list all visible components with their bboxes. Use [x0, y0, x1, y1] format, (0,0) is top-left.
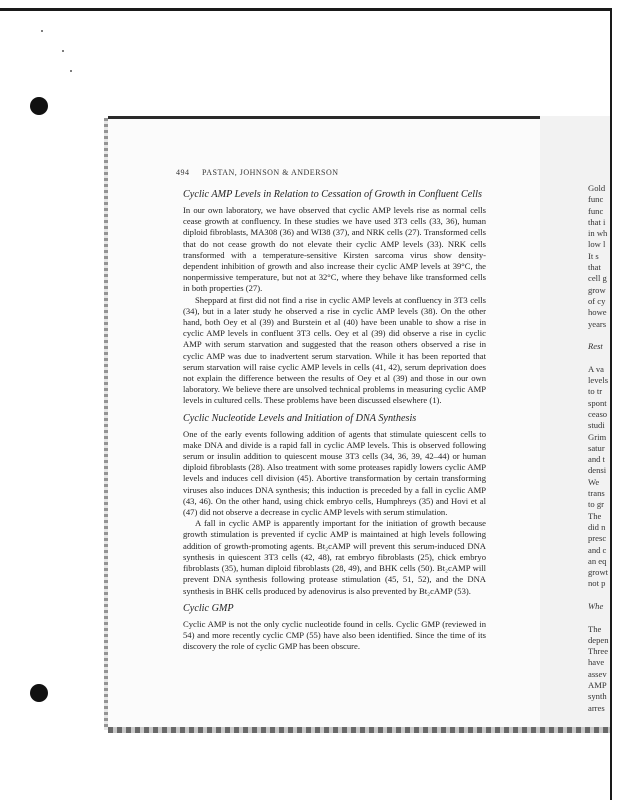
fragment-line: [588, 330, 610, 341]
fragment-line: cell g: [588, 273, 607, 284]
fragment-line: grow: [588, 284, 606, 295]
fragment-line: growt: [588, 567, 609, 578]
dust-speck: [62, 50, 64, 52]
fragment-line: A va: [588, 363, 604, 374]
fragment-line: We: [588, 476, 600, 487]
fragment-line: Gold: [588, 183, 606, 193]
fragment-line: howe: [588, 307, 607, 318]
running-header-authors: PASTAN, JOHNSON & ANDERSON: [202, 168, 339, 177]
section-heading: Cyclic AMP Levels in Relation to Cessation of Growth in Confluent Cells: [183, 189, 482, 200]
fragment-line: trans: [588, 488, 605, 499]
fragment-line: Whe: [588, 600, 604, 611]
fragment-line: assev: [588, 668, 607, 679]
fragment-line: [588, 612, 610, 623]
page-number: 494: [176, 168, 190, 177]
paragraph: One of the early events following addition of agents that stimulate quiescent cells to make DNA and divide is a rapid fall in cyclic AMP levels. This is observed following serum or insulin addition to quiescent mouse 3T3 cells (34, 36, 39, 42–44) or human diploid fibroblasts (28). Also treatment with some proteases rapidly lowers cyclic AMP levels and induces cell division (45). Abortive transformation by certain transforming viruses also induces DNA synthesis; this induction is preceded by a fall in cyclic AMP (43, 46). On the other hand, using chick embryo cells, Humphreys (35) and Hovi et al (47) did not observe a decrease in cyclic AMP levels with serum stimulation.: [183, 428, 486, 518]
dust-speck: [41, 30, 43, 32]
fragment-line: depen: [588, 634, 609, 645]
running-header: [176, 168, 339, 177]
fragment-line: Three: [588, 646, 609, 657]
fragment-line: func: [588, 205, 604, 216]
fragment-line: did n: [588, 521, 606, 532]
fragment-line: AMP: [588, 680, 607, 691]
fragment-line: and c: [588, 544, 607, 555]
page-bottom-edge: [108, 727, 610, 733]
fragment-line: have: [588, 657, 605, 668]
fragment-line: ceaso: [588, 408, 608, 419]
fragment-line: satur: [588, 442, 605, 453]
section-heading: Cyclic GMP: [183, 602, 234, 614]
fragment-line: that i: [588, 216, 606, 227]
fragment-line: Grim: [588, 431, 607, 442]
fragment-line: to gr: [588, 499, 604, 510]
fragment-line: The: [588, 510, 602, 521]
fragment-line: [588, 352, 610, 363]
fragment-line: [588, 590, 610, 601]
fragment-line: in wh: [588, 228, 608, 239]
fragment-line: years: [588, 318, 607, 329]
punch-hole: [30, 97, 48, 115]
fragment-line: not p: [588, 578, 606, 589]
fragment-line: of cy: [588, 295, 606, 306]
fragment-line: spont: [588, 397, 607, 408]
paragraph: In our own laboratory, we have observed that cyclic AMP levels rise as normal cells cease growth at confluency. In these studies we have used 3T3 cells (33, 36), human diploid fibroblasts, MA308 (36) and WI38 (37), and NRK cells (27). Transformed cells that do not cease growth do not elevate their cyclic AMP levels (33). NRK cells transformed with a temperature-sensitive Kirsten sarcoma virus show density-dependent inhibition of growth and also increase their cyclic AMP levels at 39°C, the nonpermissive temperature, but not at 32°C, where they behave like transformed cells in both properties (27).: [183, 205, 486, 294]
fragment-line: arres: [588, 702, 605, 713]
fragment-line: that: [588, 262, 601, 273]
dust-speck: [70, 70, 72, 72]
scan-frame-top: [0, 8, 612, 11]
paragraph: Cyclic AMP is not the only cyclic nucleotide found in cells. Cyclic GMP (reviewed in 54) and more recently cyclic CMP (55) have also been identified. Since the time of its discovery the role of cyclic GMP has been obscure.: [183, 618, 486, 652]
fragment-line: low l: [588, 239, 606, 250]
fragment-line: an eq: [588, 555, 607, 566]
paragraph: A fall in cyclic AMP is apparently important for the initiation of growth because growth stimulation is prevented if cyclic AMP is maintained at high levels following addition of growth-promoting agents. Bt₂cAMP will prevent this serum-induced DNA synthesis in quiescent 3T3 cells (42, 48), rat embryo fibroblasts (25), chick embryo fibroblasts (35), human diploid fibroblasts (28, 49), and BHK cells (50). Bt₂cAMP will prevent DNA synthesis following protease stimulation (45, 51, 52), and the DNA synthesis in BHK cells produced by adenovirus is also prevented by Bt₂cAMP (53).: [183, 518, 486, 596]
fragment-line: The: [588, 623, 602, 634]
fragment-line: synth: [588, 691, 607, 702]
fragment-line: func: [588, 194, 604, 205]
fragment-line: presc: [588, 533, 607, 544]
adjacent-page-fragments: [588, 183, 610, 714]
fragment-line: and t: [588, 454, 605, 465]
fragment-line: Rest: [588, 341, 603, 352]
scan-frame-right: [610, 8, 612, 800]
fragment-line: studi: [588, 420, 605, 431]
article-body: [183, 188, 486, 652]
fragment-line: It s: [588, 250, 599, 261]
punch-hole: [30, 684, 48, 702]
fragment-line: densi: [588, 465, 607, 476]
section-heading: Cyclic Nucleotide Levels and Initiation of DNA Synthesis: [183, 412, 417, 424]
paragraph: Sheppard at first did not find a rise in cyclic AMP levels at confluency in 3T3 cells (34), but in a later study he observed a rise in cyclic AMP levels (38). On the other hand, both Oey et al (39) and Burstein et al (40) have been unable to show a rise in cyclic AMP levels in confluent 3T3 cells. Oey et al (39) did observe a rise in cyclic AMP with serum starvation and suggested that the reason others observed a rise in cyclic AMP was due to inadvertent serum starvation. While it has been reported that serum starvation will raise cyclic AMP levels in cells (41, 42), serum deprivation does not explain the difference between the results of Oey et al (39) and those in our own laboratory. We believe there are unsolved technical problems in measuring cyclic AMP levels in cultured cells. These problems have been discussed elsewhere (1).: [183, 294, 486, 406]
fragment-line: to tr: [588, 386, 603, 397]
fragment-line: levels: [588, 375, 609, 386]
